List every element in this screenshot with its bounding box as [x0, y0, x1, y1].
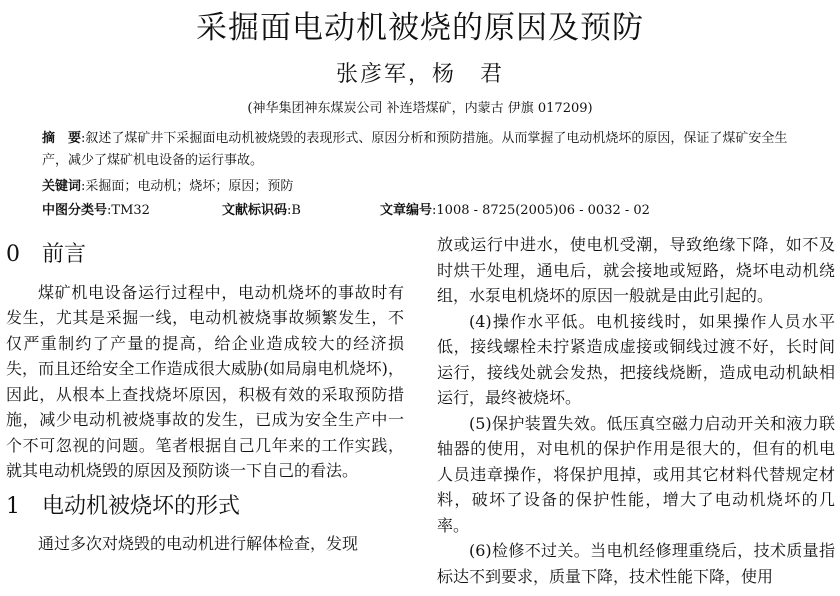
section-title: 前言: [42, 242, 87, 267]
left-column: [6, 232, 404, 557]
abstract-label: 摘 要: [42, 131, 82, 146]
paragraph: (4)操作水平低。电机接线时，如果操作人员水平低，接线螺栓未拧紧造成虚接或铜线过渡不好，长时间运行，接线处就会发热，把接线烧断，造成电动机缺相运行，最终被烧坏。: [437, 311, 835, 407]
section-heading-1: [6, 494, 404, 520]
doc-label: 文献标识码: [222, 203, 288, 218]
paper-authors: 张彦军，杨 君: [335, 62, 504, 87]
paper-affiliation: (神华集团神东煤炭公司 补连塔煤矿，内蒙古 伊旗 017209): [247, 101, 593, 116]
clc-label: 中图分类号: [42, 203, 108, 218]
clc-value: :TM32: [107, 203, 150, 218]
section-heading-0: [6, 242, 404, 268]
classification-line: [42, 200, 802, 222]
keywords-label: 关键词: [42, 179, 82, 194]
section-number: 0: [6, 242, 20, 267]
section-title: 电动机被烧坏的形式: [42, 493, 241, 519]
doc-value: :B: [287, 203, 301, 218]
document-code: [222, 200, 380, 222]
clc-code: [42, 200, 222, 222]
article-number: [380, 203, 650, 218]
keywords-text: :采掘面；电动机；烧坏；原因；预防: [81, 179, 294, 194]
abstract-text: :叙述了煤矿井下采掘面电动机被烧毁的表现形式、原因分析和预防措施。从而掌握了电动机烧坏的原因，保证了煤矿安全生产，减少了煤矿机电设备的运行事故。: [42, 131, 788, 168]
paragraph: (5)保护装置失效。低压真空磁力启动开关和液力联轴器的使用，对电机的保护作用是很大的，但有的机电人员违章操作，将保护甩掉，或用其它材料代替规定材料，破坏了设备的保护性能，增大了电动机烧坏的几率。: [437, 413, 835, 535]
paragraph: 放或运行中进水，使电机受潮，导致绝缘下降，如不及时烘干处理，通电后，就会接地或短路，烧坏电动机绕组，水泵电机烧坏的原因一般就是由此引起的。: [437, 235, 835, 305]
article-value: :1008 - 8725(2005)06 - 0032 - 02: [432, 203, 650, 218]
paragraph: 煤矿机电设备运行过程中，电动机烧坏的事故时有发生，尤其是采掘一线，电动机被烧事故频繁发生，不仅严重制约了产量的提高，给企业造成较大的经济损失，而且还给安全工作造成很大威胁(如局扇电机烧坏)，因此，从根本上查找烧坏原因，积极有效的采取预防措施，减少电动机被烧事故的发生，已成为安全生产中一个不可忽视的问题。笔者根据自己几年来的工作实践，就其电动机烧毁的原因及预防谈一下自己的看法。: [6, 282, 404, 480]
right-column: [437, 232, 835, 589]
paragraph: (6)检修不过关。当电机经修理重绕后，技术质量指标达不到要求，质量下降，技术性能下降，使用: [437, 541, 835, 586]
paper-title: 采掘面电动机被烧的原因及预防: [196, 10, 644, 46]
keywords: [42, 176, 802, 198]
article-label: 文章编号: [380, 203, 433, 218]
section-number: 1: [6, 493, 20, 519]
paragraph: 通过多次对烧毁的电动机进行解体检查，发现: [38, 534, 359, 553]
abstract: [42, 128, 802, 172]
